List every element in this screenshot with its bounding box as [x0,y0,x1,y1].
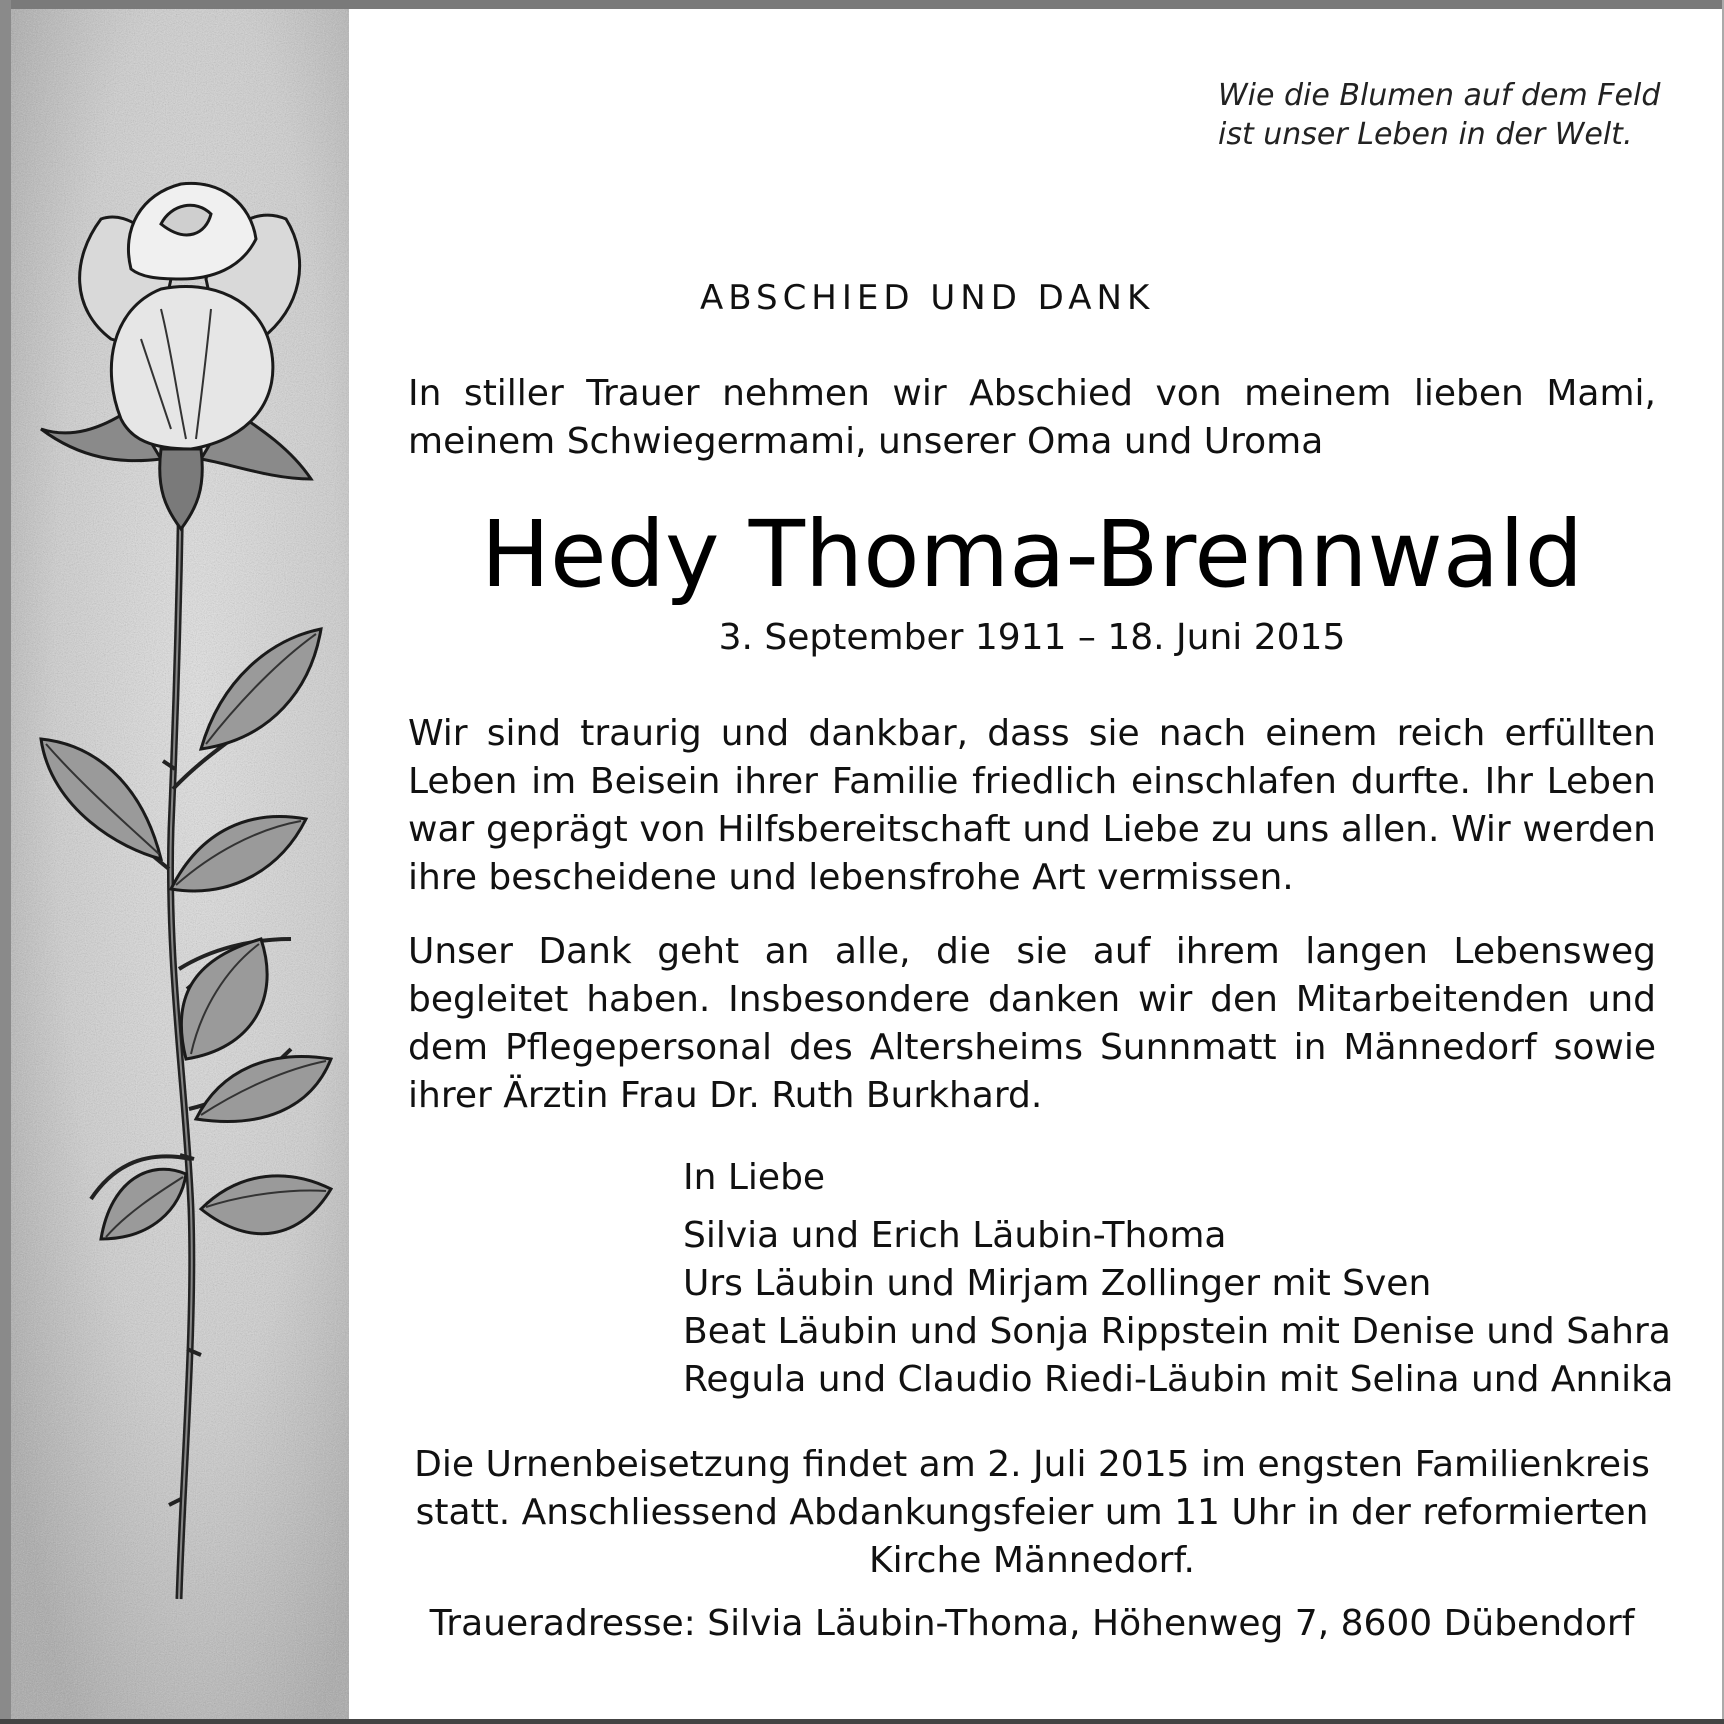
motto-line-2: ist unser Leben in der Welt. [1218,117,1633,152]
motto-line-1: Wie die Blumen auf dem Feld [1218,78,1661,113]
family-line: Regula und Claudio Riedi-Läubin mit Selina und Annika [683,1359,1674,1400]
family-line: Silvia und Erich Läubin-Thoma [683,1215,1227,1256]
family-line: Urs Läubin und Mirjam Zollinger mit Sven [683,1263,1432,1304]
mourning-address: Traueradresse: Silvia Läubin-Thoma, Höhenweg 7, 8600 Dübendorf [429,1603,1635,1644]
burial-notice: Die Urnenbeisetzung findet am 2. Juli 2015 im engsten Familienkreis statt. Anschliessend Abdankungsfeier um 11 Uhr in der reformierten Kirche Männedorf. [414,1444,1650,1581]
intro-text: In stiller Trauer nehmen wir Abschied von meinem lieben Mami, meinem Schwiegermami, unserer Oma und Uroma [408,373,1656,462]
frame-top-border [0,0,1724,9]
tribute-paragraph: Wir sind traurig und dankbar, dass sie nach einem reich erfüllten Leben im Beisein ihrer Familie friedlich einschlafen durfte. Ihr Leben war geprägt von Hilfsbereitschaft und Liebe zu uns allen. Wir werden ihre bescheidene und lebensfrohe Art vermissen. [408,713,1656,898]
rose-illustration-icon [11,9,349,1719]
motto-quote [1218,76,1678,154]
family-line: Beat Läubin und Sonja Rippstein mit Denise und Sahra [683,1311,1671,1352]
thanks-paragraph: Unser Dank geht an alle, die sie auf ihrem langen Lebensweg begleitet haben. Insbesondere danken wir den Mitarbeitenden und dem Pflegepersonal des Altersheims Sunnmatt in Männedorf sowie ihrer Ärztin Frau Dr. Ruth Burkhard. [408,931,1656,1116]
signatures-block [683,1154,1674,1404]
frame-bottom-border [0,1719,1724,1724]
rose-panel [11,9,349,1719]
frame-left-border [0,0,11,1724]
notice-heading: ABSCHIED UND DANK [700,278,1155,318]
deceased-name: Hedy Thoma-Brennwald [480,501,1584,608]
life-dates: 3. September 1911 – 18. Juni 2015 [718,617,1346,658]
signature-greeting: In Liebe [683,1157,826,1198]
